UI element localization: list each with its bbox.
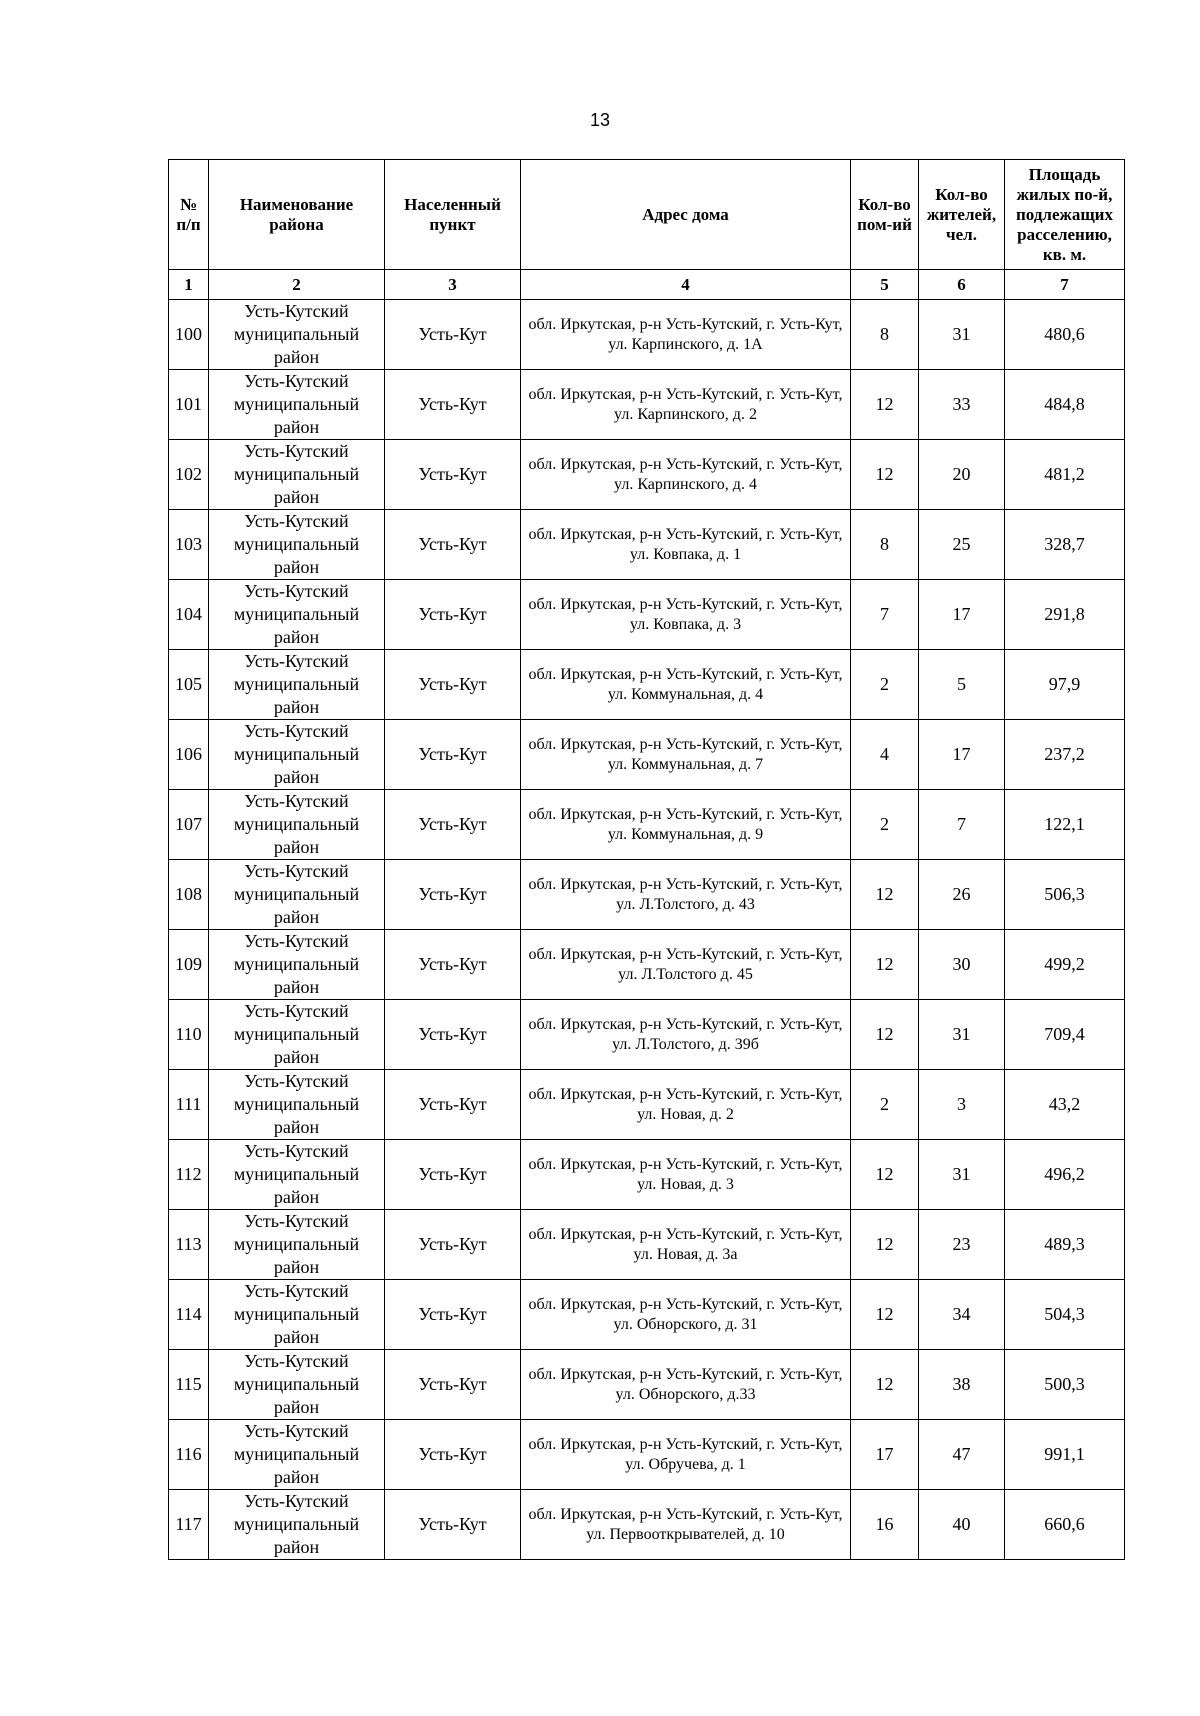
residents-count-cell: 5 [919, 650, 1005, 720]
address-cell: обл. Иркутская, р-н Усть-Кутский, г. Усть-Кут, ул. Коммунальная, д. 9 [521, 790, 851, 860]
row-number-cell: 108 [169, 860, 209, 930]
locality-cell: Усть-Кут [385, 580, 521, 650]
area-cell: 709,4 [1005, 1000, 1125, 1070]
address-cell: обл. Иркутская, р-н Усть-Кутский, г. Усть-Кут, ул. Обнорского, д.33 [521, 1350, 851, 1420]
header-residents: Кол-во жителей, чел. [919, 160, 1005, 270]
locality-cell: Усть-Кут [385, 1000, 521, 1070]
area-cell: 481,2 [1005, 440, 1125, 510]
table-row [169, 300, 1125, 370]
address-cell: обл. Иркутская, р-н Усть-Кутский, г. Усть-Кут, ул. Карпинского, д. 2 [521, 370, 851, 440]
table-row [169, 1140, 1125, 1210]
residents-count-cell: 47 [919, 1420, 1005, 1490]
locality-cell: Усть-Кут [385, 1210, 521, 1280]
table-row [169, 440, 1125, 510]
row-number-cell: 114 [169, 1280, 209, 1350]
address-cell: обл. Иркутская, р-н Усть-Кутский, г. Усть-Кут, ул. Новая, д. 3а [521, 1210, 851, 1280]
area-cell: 291,8 [1005, 580, 1125, 650]
column-number: 6 [919, 270, 1005, 300]
table-row [169, 720, 1125, 790]
address-cell: обл. Иркутская, р-н Усть-Кутский, г. Усть-Кут, ул. Ковпака, д. 3 [521, 580, 851, 650]
district-cell: Усть-Кутский муниципальный район [209, 300, 385, 370]
column-number: 1 [169, 270, 209, 300]
locality-cell: Усть-Кут [385, 860, 521, 930]
district-cell: Усть-Кутский муниципальный район [209, 1420, 385, 1490]
area-cell: 506,3 [1005, 860, 1125, 930]
district-cell: Усть-Кутский муниципальный район [209, 650, 385, 720]
address-cell: обл. Иркутская, р-н Усть-Кутский, г. Усть-Кут, ул. Новая, д. 2 [521, 1070, 851, 1140]
rooms-count-cell: 4 [851, 720, 919, 790]
residents-count-cell: 40 [919, 1490, 1005, 1560]
residents-count-cell: 17 [919, 580, 1005, 650]
table-row [169, 370, 1125, 440]
district-cell: Усть-Кутский муниципальный район [209, 1490, 385, 1560]
rooms-count-cell: 17 [851, 1420, 919, 1490]
area-cell: 500,3 [1005, 1350, 1125, 1420]
header-locality: Населенный пункт [385, 160, 521, 270]
area-cell: 328,7 [1005, 510, 1125, 580]
locality-cell: Усть-Кут [385, 720, 521, 790]
column-number: 7 [1005, 270, 1125, 300]
address-cell: обл. Иркутская, р-н Усть-Кутский, г. Усть-Кут, ул. Карпинского, д. 4 [521, 440, 851, 510]
address-cell: обл. Иркутская, р-н Усть-Кутский, г. Усть-Кут, ул. Первооткрывателей, д. 10 [521, 1490, 851, 1560]
rooms-count-cell: 16 [851, 1490, 919, 1560]
residents-count-cell: 31 [919, 300, 1005, 370]
area-cell: 660,6 [1005, 1490, 1125, 1560]
column-number: 5 [851, 270, 919, 300]
locality-cell: Усть-Кут [385, 790, 521, 860]
table-row [169, 650, 1125, 720]
row-number-cell: 103 [169, 510, 209, 580]
residents-count-cell: 33 [919, 370, 1005, 440]
header-district: Наименование района [209, 160, 385, 270]
district-cell: Усть-Кутский муниципальный район [209, 790, 385, 860]
table-row [169, 790, 1125, 860]
residents-count-cell: 20 [919, 440, 1005, 510]
area-cell: 97,9 [1005, 650, 1125, 720]
rooms-count-cell: 12 [851, 860, 919, 930]
area-cell: 122,1 [1005, 790, 1125, 860]
area-cell: 237,2 [1005, 720, 1125, 790]
table-row [169, 1490, 1125, 1560]
column-number: 3 [385, 270, 521, 300]
locality-cell: Усть-Кут [385, 440, 521, 510]
district-cell: Усть-Кутский муниципальный район [209, 720, 385, 790]
residents-count-cell: 26 [919, 860, 1005, 930]
table-row [169, 510, 1125, 580]
residents-count-cell: 23 [919, 1210, 1005, 1280]
table-body [169, 300, 1125, 1560]
district-cell: Усть-Кутский муниципальный район [209, 1140, 385, 1210]
locality-cell: Усть-Кут [385, 1070, 521, 1140]
district-cell: Усть-Кутский муниципальный район [209, 1280, 385, 1350]
rooms-count-cell: 2 [851, 790, 919, 860]
residents-count-cell: 31 [919, 1140, 1005, 1210]
residents-count-cell: 30 [919, 930, 1005, 1000]
residents-count-cell: 3 [919, 1070, 1005, 1140]
table-row [169, 1350, 1125, 1420]
rooms-count-cell: 2 [851, 1070, 919, 1140]
area-cell: 991,1 [1005, 1420, 1125, 1490]
table-row [169, 1000, 1125, 1070]
residents-count-cell: 38 [919, 1350, 1005, 1420]
address-cell: обл. Иркутская, р-н Усть-Кутский, г. Усть-Кут, ул. Л.Толстого д. 45 [521, 930, 851, 1000]
district-cell: Усть-Кутский муниципальный район [209, 370, 385, 440]
page-number: 13 [589, 110, 611, 130]
row-number-cell: 105 [169, 650, 209, 720]
district-cell: Усть-Кутский муниципальный район [209, 1350, 385, 1420]
column-number: 2 [209, 270, 385, 300]
header-area: Площадь жилых по-й, подлежащих расселению, кв. м. [1005, 160, 1125, 270]
locality-cell: Усть-Кут [385, 1140, 521, 1210]
rooms-count-cell: 12 [851, 1140, 919, 1210]
locality-cell: Усть-Кут [385, 300, 521, 370]
rooms-count-cell: 12 [851, 1210, 919, 1280]
locality-cell: Усть-Кут [385, 510, 521, 580]
column-number-row [169, 270, 1125, 300]
area-cell: 499,2 [1005, 930, 1125, 1000]
address-cell: обл. Иркутская, р-н Усть-Кутский, г. Усть-Кут, ул. Обнорского, д. 31 [521, 1280, 851, 1350]
district-cell: Усть-Кутский муниципальный район [209, 1210, 385, 1280]
residents-count-cell: 31 [919, 1000, 1005, 1070]
row-number-cell: 115 [169, 1350, 209, 1420]
area-cell: 43,2 [1005, 1070, 1125, 1140]
header-number: № п/п [169, 160, 209, 270]
row-number-cell: 117 [169, 1490, 209, 1560]
header-rooms: Кол-во пом-ий [851, 160, 919, 270]
row-number-cell: 110 [169, 1000, 209, 1070]
rooms-count-cell: 12 [851, 930, 919, 1000]
table-row [169, 860, 1125, 930]
address-cell: обл. Иркутская, р-н Усть-Кутский, г. Усть-Кут, ул. Коммунальная, д. 4 [521, 650, 851, 720]
rooms-count-cell: 7 [851, 580, 919, 650]
row-number-cell: 100 [169, 300, 209, 370]
rooms-count-cell: 8 [851, 300, 919, 370]
address-cell: обл. Иркутская, р-н Усть-Кутский, г. Усть-Кут, ул. Ковпака, д. 1 [521, 510, 851, 580]
area-cell: 480,6 [1005, 300, 1125, 370]
row-number-cell: 113 [169, 1210, 209, 1280]
address-cell: обл. Иркутская, р-н Усть-Кутский, г. Усть-Кут, ул. Карпинского, д. 1А [521, 300, 851, 370]
rooms-count-cell: 2 [851, 650, 919, 720]
header-row [169, 160, 1125, 270]
rooms-count-cell: 12 [851, 370, 919, 440]
table-row [169, 1420, 1125, 1490]
housing-table [168, 159, 1125, 1560]
district-cell: Усть-Кутский муниципальный район [209, 860, 385, 930]
table-row [169, 1070, 1125, 1140]
residents-count-cell: 7 [919, 790, 1005, 860]
locality-cell: Усть-Кут [385, 1350, 521, 1420]
row-number-cell: 104 [169, 580, 209, 650]
area-cell: 504,3 [1005, 1280, 1125, 1350]
address-cell: обл. Иркутская, р-н Усть-Кутский, г. Усть-Кут, ул. Обручева, д. 1 [521, 1420, 851, 1490]
address-cell: обл. Иркутская, р-н Усть-Кутский, г. Усть-Кут, ул. Новая, д. 3 [521, 1140, 851, 1210]
row-number-cell: 101 [169, 370, 209, 440]
residents-count-cell: 34 [919, 1280, 1005, 1350]
locality-cell: Усть-Кут [385, 1420, 521, 1490]
district-cell: Усть-Кутский муниципальный район [209, 1000, 385, 1070]
district-cell: Усть-Кутский муниципальный район [209, 440, 385, 510]
district-cell: Усть-Кутский муниципальный район [209, 510, 385, 580]
locality-cell: Усть-Кут [385, 930, 521, 1000]
rooms-count-cell: 12 [851, 1280, 919, 1350]
address-cell: обл. Иркутская, р-н Усть-Кутский, г. Усть-Кут, ул. Л.Толстого, д. 39б [521, 1000, 851, 1070]
row-number-cell: 106 [169, 720, 209, 790]
area-cell: 496,2 [1005, 1140, 1125, 1210]
rooms-count-cell: 12 [851, 1000, 919, 1070]
table-row [169, 930, 1125, 1000]
header-address: Адрес дома [521, 160, 851, 270]
district-cell: Усть-Кутский муниципальный район [209, 1070, 385, 1140]
address-cell: обл. Иркутская, р-н Усть-Кутский, г. Усть-Кут, ул. Коммунальная, д. 7 [521, 720, 851, 790]
locality-cell: Усть-Кут [385, 1280, 521, 1350]
row-number-cell: 107 [169, 790, 209, 860]
rooms-count-cell: 8 [851, 510, 919, 580]
table-row [169, 1280, 1125, 1350]
locality-cell: Усть-Кут [385, 370, 521, 440]
area-cell: 489,3 [1005, 1210, 1125, 1280]
row-number-cell: 112 [169, 1140, 209, 1210]
district-cell: Усть-Кутский муниципальный район [209, 580, 385, 650]
column-number: 4 [521, 270, 851, 300]
row-number-cell: 102 [169, 440, 209, 510]
row-number-cell: 111 [169, 1070, 209, 1140]
table-row [169, 1210, 1125, 1280]
district-cell: Усть-Кутский муниципальный район [209, 930, 385, 1000]
row-number-cell: 116 [169, 1420, 209, 1490]
locality-cell: Усть-Кут [385, 650, 521, 720]
locality-cell: Усть-Кут [385, 1490, 521, 1560]
rooms-count-cell: 12 [851, 440, 919, 510]
rooms-count-cell: 12 [851, 1350, 919, 1420]
address-cell: обл. Иркутская, р-н Усть-Кутский, г. Усть-Кут, ул. Л.Толстого, д. 43 [521, 860, 851, 930]
area-cell: 484,8 [1005, 370, 1125, 440]
table-row [169, 580, 1125, 650]
residents-count-cell: 17 [919, 720, 1005, 790]
residents-count-cell: 25 [919, 510, 1005, 580]
row-number-cell: 109 [169, 930, 209, 1000]
